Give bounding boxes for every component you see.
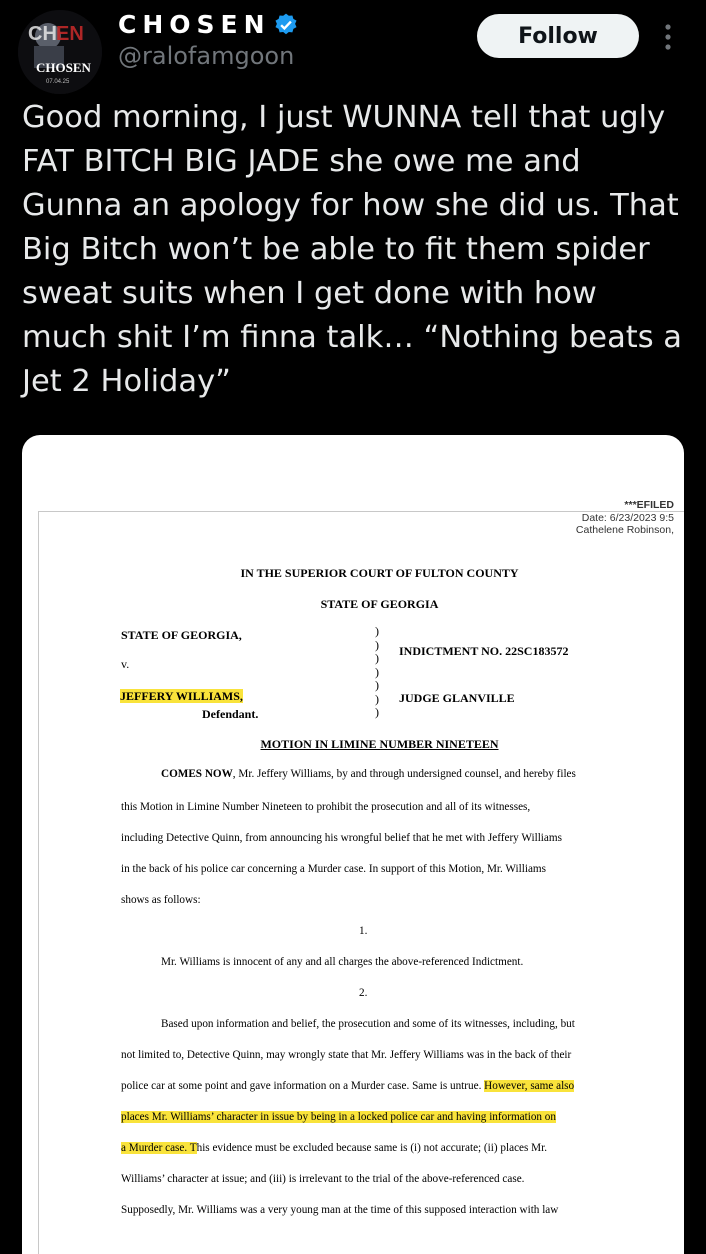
para2-line-5	[121, 1142, 547, 1154]
defendant-label: Defendant.	[202, 707, 259, 721]
plaintiff: STATE OF GEORGIA,	[121, 628, 242, 642]
intro-line-3: including Detective Quinn, from announcing his wrongful belief that he met with Jeffery Williams	[121, 832, 562, 844]
paragraph-number-1: 1.	[359, 925, 368, 937]
intro-line-2: this Motion in Limine Number Nineteen to prohibit the prosecution and all of its witnesses,	[121, 801, 531, 813]
para2-line-2: not limited to, Detective Quinn, may wrongly state that Mr. Jeffery Williams was in the back of their	[121, 1049, 572, 1061]
tweet-text: Good morning, I just WUNNA tell that ugly FAT BITCH BIG JADE she owe me and Gunna an apology for how she did us. That Big Bitch won’t be able to fit them spider sweat suits when I get done with how much shit I’m finna talk… “Nothing beats a Jet 2 Holiday”	[22, 100, 692, 399]
para2-line-3-highlight: However, same also	[484, 1080, 575, 1092]
para2-line-1: Based upon information and belief, the prosecution and some of its witnesses, including, but	[161, 1018, 575, 1030]
attached-document-image[interactable]	[22, 435, 684, 1254]
paragraph-number-2: 2.	[359, 987, 368, 999]
state-heading: STATE OF GEORGIA	[320, 597, 439, 611]
para2-line-4-highlight: places Mr. Williams’ character in issue by being in a locked police car and having information on	[121, 1111, 556, 1123]
indictment-number: INDICTMENT NO. 22SC183572	[399, 644, 569, 658]
efile-clerk: Cathelene Robinson,	[575, 524, 674, 536]
comes-now: COMES NOW	[161, 768, 233, 780]
user-handle[interactable]: @ralofamgoon	[118, 42, 295, 70]
para2-line-4	[121, 1111, 556, 1123]
follow-button[interactable]: Follow	[477, 14, 639, 58]
svg-text:07.04.25: 07.04.25	[46, 79, 70, 85]
judge: JUDGE GLANVILLE	[399, 691, 515, 705]
para2-line-6: Williams’ character at issue; and (iii) is irrelevant to the trial of the above-referenced case.	[121, 1173, 525, 1185]
more-options-icon[interactable]	[658, 22, 678, 52]
document-left-border	[38, 511, 39, 1254]
intro-line-5: shows as follows:	[121, 894, 201, 906]
motion-title: MOTION IN LIMINE NUMBER NINETEEN	[260, 737, 499, 751]
efile-date: Date: 6/23/2023 9:5	[581, 511, 674, 524]
defendant-name-highlight: JEFFERY WILLIAMS,	[120, 689, 243, 703]
svg-text:EN: EN	[56, 23, 84, 45]
avatar-image	[18, 10, 102, 94]
para2-line-3	[121, 1080, 574, 1092]
avatar[interactable]	[18, 10, 102, 94]
para2-line-3-text: police car at some point and gave information on a Murder case. Same is untrue.	[121, 1080, 485, 1092]
intro-line-1-text: , Mr. Jeffery Williams, by and through undersigned counsel, and hereby files	[232, 768, 576, 780]
caption-parentheses: ) ) ) ) ) ) )	[375, 624, 379, 719]
court-heading: IN THE SUPERIOR COURT OF FULTON COUNTY	[240, 566, 519, 580]
svg-text:CH: CH	[28, 23, 57, 45]
verified-badge-icon	[273, 12, 299, 38]
intro-line-1	[161, 768, 576, 780]
para2-line-5-text: his evidence must be excluded because same is (i) not accurate; (ii) places Mr.	[196, 1142, 547, 1154]
efile-stamp	[576, 499, 674, 537]
para2-line-7: Supposedly, Mr. Williams was a very young man at the time of this supposed interaction with law	[121, 1204, 559, 1216]
para2-line-5-highlight: a Murder case. T	[121, 1142, 197, 1154]
user-name-row[interactable]	[118, 10, 299, 39]
display-name[interactable]: CHOSEN	[118, 10, 271, 39]
efile-title: ***EFILED	[624, 499, 674, 511]
versus: v.	[121, 657, 130, 671]
intro-line-4: in the back of his police car concerning a Murder case. In support of this Motion, Mr. Williams	[121, 863, 546, 875]
svg-text:CHOSEN: CHOSEN	[36, 60, 91, 75]
defendant-name	[120, 689, 243, 704]
paragraph-1: Mr. Williams is innocent of any and all charges the above-referenced Indictment.	[161, 956, 524, 968]
